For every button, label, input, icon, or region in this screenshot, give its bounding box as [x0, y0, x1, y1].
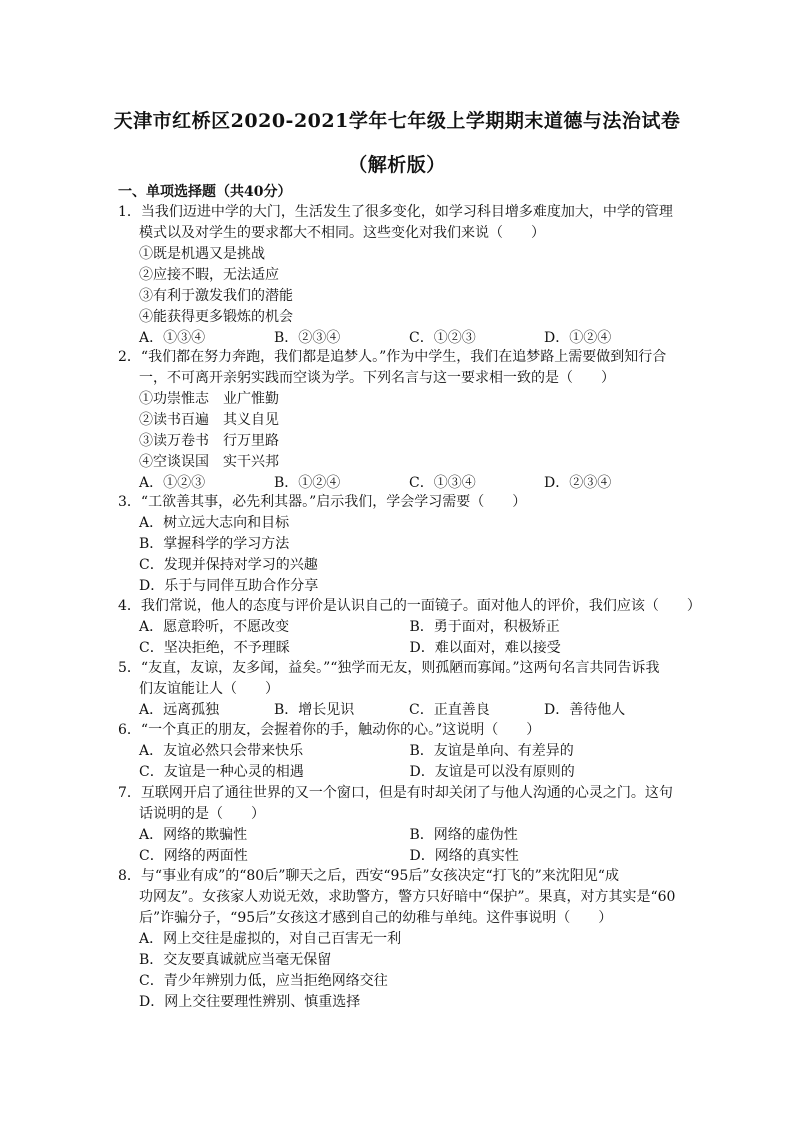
option-c: C．网络的两面性: [139, 848, 248, 864]
answer-options: [118, 762, 680, 783]
option-a: A．友谊必然只会带来快乐: [139, 743, 304, 759]
question-stem: 8．与“事业有成”的“80后”聊天之后，西安“95后”女孩决定“打飞的”来沈阳见“成: [118, 868, 619, 884]
statement-item: ④能获得更多锻炼的机会: [139, 309, 293, 325]
option-c: C．①③④: [409, 475, 476, 491]
question-stem: 模式以及对学生的要求都大不相同。这些变化对我们来说（ ）: [139, 225, 545, 241]
question-stem: 7．互联网开启了通往世界的又一个窗口，但是有时却关闭了与他人沟通的心灵之门。这句: [118, 785, 673, 801]
option-d: D．网上交往要理性辨别、慎重选择: [139, 994, 361, 1010]
question-1: [118, 202, 680, 349]
option-a: A．①②③: [139, 475, 206, 491]
question-6: [118, 720, 680, 783]
statement-item: ②读书百遍 其义自见: [139, 412, 279, 428]
option-d: D．善待他人: [544, 702, 626, 718]
option-a: A．网上交往是虚拟的，对自己百害无一利: [139, 931, 402, 947]
question-5: [118, 658, 680, 721]
question-2: [118, 347, 680, 494]
statement-item: ①功崇惟志 业广惟勤: [139, 391, 279, 407]
question-stem: 功网友”。女孩家人劝说无效，求助警方，警方只好暗中“保护”。果真，对方其实是“60: [139, 889, 676, 905]
question-stem: 2．“我们都在努力奔跑，我们都是追梦人。”作为中学生，我们在追梦路上需要做到知行合: [118, 349, 667, 365]
option-b: B．①②④: [274, 475, 341, 491]
option-d: D．②③④: [544, 475, 612, 491]
statement-item: ②应接不暇，无法适应: [139, 267, 279, 283]
option-b: B．增长见识: [274, 702, 355, 718]
question-7: [118, 783, 680, 867]
option-c: C．正直善良: [409, 702, 490, 718]
answer-options: [118, 846, 680, 867]
option-b: B．交友要真诚就应当毫无保留: [139, 952, 332, 968]
question-stem: 后”诈骗分子，“95后”女孩这才感到自己的幼稚与单纯。这件事说明（ ）: [139, 910, 613, 926]
section-heading: 一、单项选择题（共40分）: [118, 184, 292, 200]
answer-options: [118, 700, 680, 721]
option-b: B．掌握科学的学习方法: [139, 536, 290, 552]
question-3: [118, 492, 680, 597]
question-stem: 们友谊能让人（ ）: [139, 681, 279, 697]
option-a: A．远离孤独: [139, 702, 220, 718]
option-a: A．树立远大志向和目标: [139, 515, 290, 531]
option-c: C．发现并保持对学习的兴趣: [139, 557, 318, 573]
option-d: D．友谊是可以没有原则的: [409, 764, 575, 780]
option-a: A．网络的欺骗性: [139, 827, 248, 843]
question-stem: 6．“一个真正的朋友，会握着你的手，触动你的心。”这说明（ ）: [118, 722, 541, 738]
question-stem: 4．我们常说，他人的态度与评价是认识自己的一面镜子。面对他人的评价，我们应该（ ）: [118, 598, 701, 614]
option-c: C．友谊是一种心灵的相遇: [139, 764, 304, 780]
option-d: D．乐于与同伴互助合作分享: [139, 578, 319, 594]
document-subtitle: （解析版）: [348, 154, 446, 176]
option-c: C．坚决拒绝，不予理睬: [139, 640, 290, 656]
option-b: B．友谊是单向、有差异的: [409, 743, 574, 759]
option-d: D．①②④: [544, 330, 612, 346]
option-c: C．①②③: [409, 330, 476, 346]
answer-options: [118, 638, 680, 659]
document-title: 天津市红桥区2020-2021学年七年级上学期期末道德与法治试卷: [113, 110, 681, 132]
answer-options: [118, 741, 680, 762]
question-8: [118, 866, 680, 1013]
answer-options: [118, 328, 680, 349]
statement-item: ④空谈误国 实干兴邦: [139, 454, 279, 470]
statement-item: ③有利于激发我们的潜能: [139, 288, 293, 304]
option-a: A．①③④: [139, 330, 206, 346]
option-a: A．愿意聆听，不愿改变: [139, 619, 290, 635]
answer-options: [118, 473, 680, 494]
statement-item: ①既是机遇又是挑战: [139, 246, 265, 262]
question-stem: 话说明的是（ ）: [139, 806, 265, 822]
option-b: B．勇于面对，积极矫正: [409, 619, 560, 635]
answer-options: [118, 825, 680, 846]
question-stem: 1．当我们迈进中学的大门，生活发生了很多变化，如学习科目增多难度加大，中学的管理: [118, 204, 673, 220]
option-b: B．②③④: [274, 330, 341, 346]
question-4: [118, 596, 701, 659]
question-stem: 一，不可离开亲躬实践而空谈为学。下列名言与这一要求相一致的是（ ）: [139, 370, 615, 386]
option-d: D．网络的真实性: [409, 848, 519, 864]
answer-options: [118, 617, 680, 638]
question-stem: 3．“工欲善其事，必先利其器。”启示我们，学会学习需要（ ）: [118, 494, 527, 510]
question-stem: 5．“友直，友谅，友多闻，益矣。”“独学而无友，则孤陋而寡闻。”这两句名言共同告诉我: [118, 660, 660, 676]
option-c: C．青少年辨别力低，应当拒绝网络交往: [139, 973, 388, 989]
statement-item: ③读万卷书 行万里路: [139, 433, 279, 449]
option-b: B．网络的虚伪性: [409, 827, 518, 843]
option-d: D．难以面对，难以接受: [409, 640, 561, 656]
